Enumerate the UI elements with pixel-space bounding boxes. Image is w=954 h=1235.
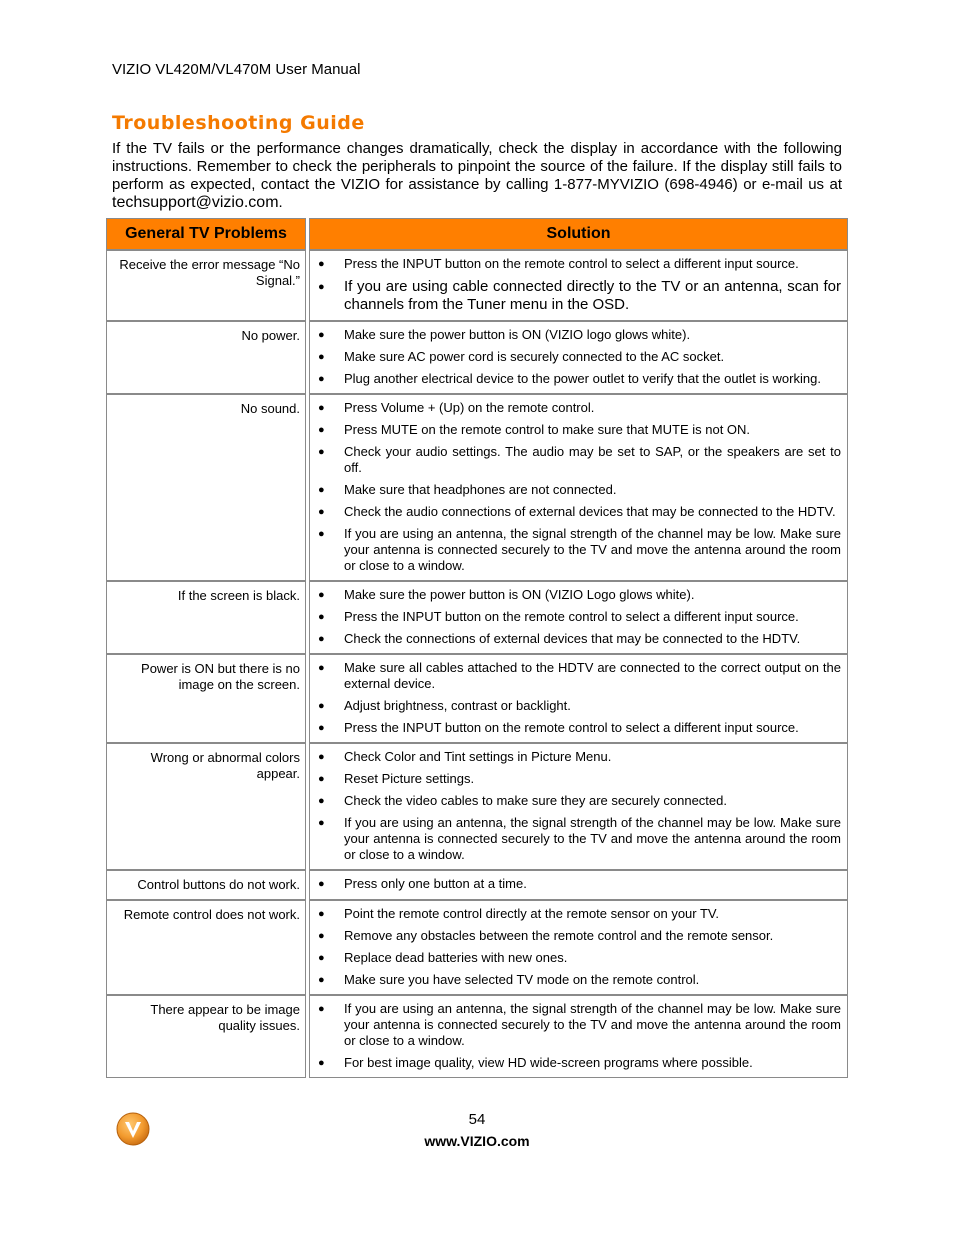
solution-list (314, 876, 841, 892)
solution-item (314, 327, 841, 343)
bullet-icon: ● (318, 281, 325, 293)
solution-text: Make sure you have selected TV mode on the remote control. (344, 972, 700, 987)
solution-text: Press the INPUT button on the remote control to select a different input source. (344, 609, 799, 624)
solution-cell (309, 900, 848, 995)
table-body (106, 250, 848, 1078)
bullet-icon: ● (318, 589, 325, 601)
solution-item (314, 256, 841, 272)
problem-cell: No sound. (106, 394, 306, 581)
solution-item (314, 928, 841, 944)
solution-text: Replace dead batteries with new ones. (344, 950, 568, 965)
table-row (106, 250, 848, 321)
solution-list (314, 660, 841, 736)
solution-cell (309, 581, 848, 654)
bullet-icon: ● (318, 952, 325, 964)
solution-list (314, 400, 841, 574)
solution-text: Plug another electrical device to the power outlet to verify that the outlet is working. (344, 371, 821, 386)
solution-item (314, 906, 841, 922)
problem-cell: No power. (106, 321, 306, 394)
solution-item (314, 793, 841, 809)
bullet-icon: ● (318, 446, 325, 458)
solution-text: Make sure that headphones are not connected. (344, 482, 617, 497)
header-general-tv-problems: General TV Problems (106, 218, 306, 250)
solution-text: If you are using an antenna, the signal strength of the channel may be low. Make sure your antenna is connected securely to the TV and move the antenna around the room or close to a window. (344, 1001, 841, 1048)
bullet-icon: ● (318, 424, 325, 436)
solution-item (314, 1001, 841, 1049)
bullet-icon: ● (318, 329, 325, 341)
solution-item (314, 720, 841, 736)
solution-text: If you are using an antenna, the signal strength of the channel may be low. Make sure your antenna is connected securely to the TV and move the antenna around the room or close to a window. (344, 526, 841, 573)
solution-text: Reset Picture settings. (344, 771, 475, 786)
solution-cell (309, 995, 848, 1078)
solution-item (314, 1055, 841, 1071)
document-header-title: VIZIO VL420M/VL470M User Manual (112, 61, 361, 78)
intro-paragraph (112, 140, 842, 212)
solution-text: Check the connections of external devices that may be connected to the HDTV. (344, 631, 801, 646)
bullet-icon: ● (318, 751, 325, 763)
solution-text: Press only one button at a time. (344, 876, 527, 891)
table-row (106, 900, 848, 995)
solution-text: Adjust brightness, contrast or backlight. (344, 698, 571, 713)
solution-text: Press the INPUT button on the remote control to select a different input source. (344, 256, 799, 271)
bullet-icon: ● (318, 1057, 325, 1069)
table-row (106, 394, 848, 581)
solution-item (314, 504, 841, 520)
bullet-icon: ● (318, 402, 325, 414)
bullet-icon: ● (318, 484, 325, 496)
solution-cell (309, 870, 848, 900)
solution-text: Check Color and Tint settings in Picture Menu. (344, 749, 612, 764)
table-row (106, 870, 848, 900)
problem-cell: If the screen is black. (106, 581, 306, 654)
solution-list (314, 256, 841, 314)
troubleshooting-table (103, 218, 851, 1078)
solution-text: Make sure the power button is ON (VIZIO logo glows white). (344, 327, 691, 342)
solution-item (314, 631, 841, 647)
solution-text: Check the video cables to make sure they are securely connected. (344, 793, 727, 808)
bullet-icon: ● (318, 633, 325, 645)
bullet-icon: ● (318, 878, 325, 890)
solution-item (314, 349, 841, 365)
solution-item (314, 698, 841, 714)
table-row (106, 743, 848, 870)
support-email-link[interactable]: techsupport@vizio.com (112, 194, 279, 211)
solution-item (314, 815, 841, 863)
bullet-icon: ● (318, 722, 325, 734)
solution-cell (309, 654, 848, 743)
solution-item (314, 482, 841, 498)
bullet-icon: ● (318, 351, 325, 363)
bullet-icon: ● (318, 528, 325, 540)
solution-text: Point the remote control directly at the remote sensor on your TV. (344, 906, 720, 921)
header-solution: Solution (309, 218, 848, 250)
bullet-icon: ● (318, 611, 325, 623)
table-row (106, 581, 848, 654)
section-title: Troubleshooting Guide (112, 112, 365, 134)
bullet-icon: ● (318, 506, 325, 518)
bullet-icon: ● (318, 817, 325, 829)
solution-item (314, 771, 841, 787)
table-row (106, 995, 848, 1078)
solution-list (314, 1001, 841, 1071)
table-row (106, 321, 848, 394)
bullet-icon: ● (318, 1003, 325, 1015)
bullet-icon: ● (318, 773, 325, 785)
solution-item (314, 660, 841, 692)
solution-text: Remove any obstacles between the remote control and the remote sensor. (344, 928, 774, 943)
solution-item (314, 749, 841, 765)
solution-text: Press the INPUT button on the remote control to select a different input source. (344, 720, 799, 735)
bullet-icon: ● (318, 662, 325, 674)
bullet-icon: ● (318, 795, 325, 807)
problem-cell: Remote control does not work. (106, 900, 306, 995)
bullet-icon: ● (318, 373, 325, 385)
problem-cell: Power is ON but there is no image on the screen. (106, 654, 306, 743)
intro-end: . (278, 194, 283, 211)
solution-item (314, 950, 841, 966)
solution-item (314, 444, 841, 476)
solution-item (314, 609, 841, 625)
bullet-icon: ● (318, 930, 325, 942)
solution-item (314, 371, 841, 387)
table-header-row (106, 218, 848, 250)
solution-text: Make sure AC power cord is securely connected to the AC socket. (344, 349, 725, 364)
solution-text: Check the audio connections of external devices that may be connected to the HDTV. (344, 504, 836, 519)
bullet-icon: ● (318, 974, 325, 986)
solution-item (314, 400, 841, 416)
solution-item (314, 876, 841, 892)
solution-text: If you are using an antenna, the signal strength of the channel may be low. Make sure your antenna is connected securely to the TV and move the antenna around the room or close to a window. (344, 815, 841, 862)
problem-cell: Control buttons do not work. (106, 870, 306, 900)
intro-text: If the TV fails or the performance changes dramatically, check the display in accordance with the following instructions. Remember to check the peripherals to pinpoint the source of the failure. If the display still fails to perform as expected, contact the VIZIO for assistance by calling 1-877-MYVIZIO (698-4946) or e-mail us at (112, 140, 842, 193)
solution-text: Check your audio settings. The audio may be set to SAP, or the speakers are set to off. (344, 444, 841, 475)
problem-cell: Wrong or abnormal colors appear. (106, 743, 306, 870)
bullet-icon: ● (318, 258, 325, 270)
footer-website-link[interactable]: www.VIZIO.com (424, 1133, 530, 1149)
solution-text: If you are using cable connected directly to the TV or an antenna, scan for channels from the Tuner menu in the OSD. (344, 278, 841, 313)
solution-list (314, 906, 841, 988)
solution-text: Press Volume + (Up) on the remote control. (344, 400, 595, 415)
solution-list (314, 327, 841, 387)
problem-cell: Receive the error message “No Signal.” (106, 250, 306, 321)
solution-cell (309, 250, 848, 321)
solution-item (314, 526, 841, 574)
solution-item (314, 278, 841, 314)
solution-item (314, 587, 841, 603)
solution-list (314, 587, 841, 647)
solution-cell (309, 394, 848, 581)
solution-text: Make sure all cables attached to the HDTV are connected to the correct output on the external device. (344, 660, 841, 691)
solution-cell (309, 743, 848, 870)
problem-cell: There appear to be image quality issues. (106, 995, 306, 1078)
solution-list (314, 749, 841, 863)
solution-text: Make sure the power button is ON (VIZIO Logo glows white). (344, 587, 695, 602)
solution-cell (309, 321, 848, 394)
solution-text: Press MUTE on the remote control to make sure that MUTE is not ON. (344, 422, 751, 437)
table-row (106, 654, 848, 743)
bullet-icon: ● (318, 908, 325, 920)
solution-item (314, 422, 841, 438)
solution-item (314, 972, 841, 988)
solution-text: For best image quality, view HD wide-screen programs where possible. (344, 1055, 753, 1070)
page-number: 54 (468, 1111, 486, 1128)
bullet-icon: ● (318, 700, 325, 712)
